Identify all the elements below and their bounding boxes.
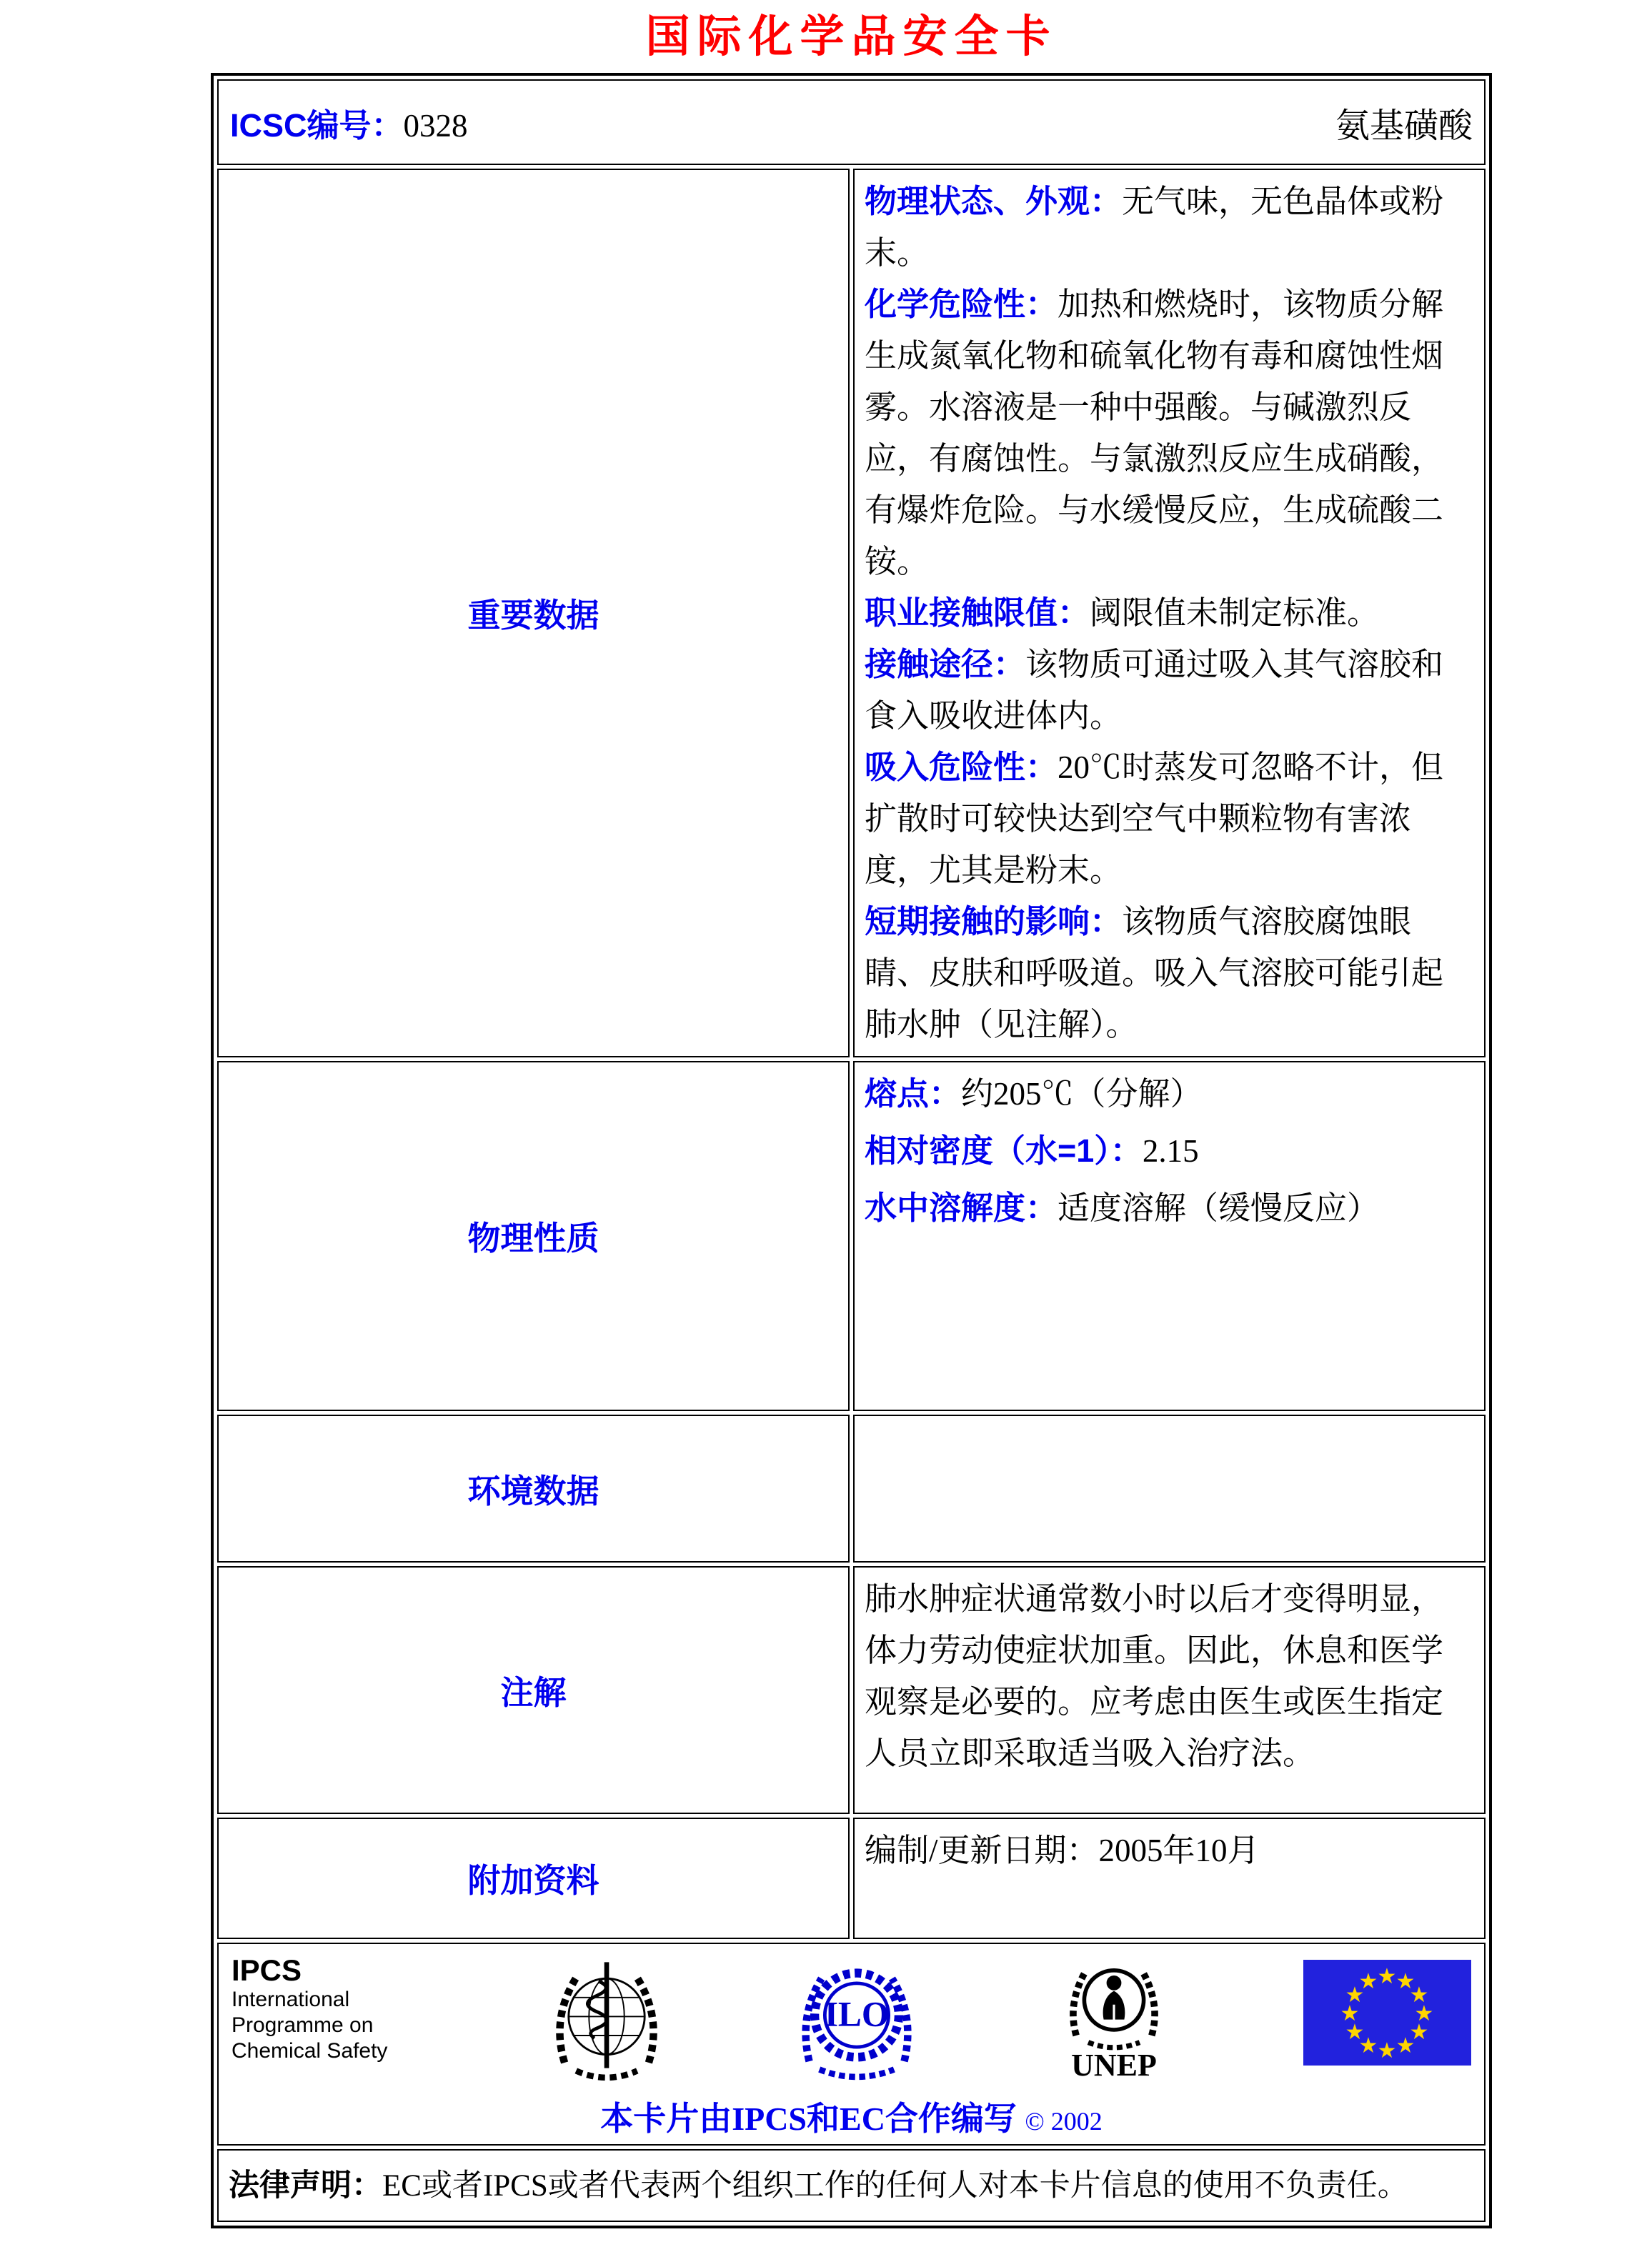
field-text: 该物质气溶胶腐蚀眼睛、皮肤和呼吸道。吸入气溶胶可能引起肺水肿（见注解）。 [865,904,1444,1042]
field-text: 阈限值未制定标准。 [1090,595,1380,631]
ipcs-acronym: IPCS [232,1953,302,1987]
svg-text:★: ★ [1345,2020,1365,2045]
page-title: 国际化学品安全卡 [645,13,1058,61]
field-label: 职业接触限值： [865,594,1090,631]
physical-item [865,1182,1474,1234]
svg-text:★: ★ [1377,1964,1397,1989]
physical-item [865,1125,1474,1177]
header-row [217,79,1486,165]
field-text: 约205℃（分解） [961,1076,1203,1112]
field-text: 该物质可通过吸入其气溶胶和食入吸收进体内。 [865,647,1444,734]
chemical-name: 氨基磺酸 [1335,106,1473,145]
important-item [865,896,1474,1050]
unep-wordmark: UNEP [1071,2048,1157,2083]
section-label-important-data: 重要数据 [217,169,850,1057]
footer-row [217,1943,1486,2146]
svg-text:★: ★ [1395,1969,1415,1994]
field-text: 20℃时蒸发可忽略不计，但扩散时可较快达到空气中颗粒物有害浓度，尤其是粉末。 [865,749,1444,888]
ilo-monogram: ILO [824,1994,890,2034]
important-item [865,587,1474,639]
field-label: 相对密度（水=1）： [865,1132,1143,1169]
field-text: 加热和燃烧时，该物质分解生成氮氧化物和硫氧化物有毒和腐蚀性烟雾。水溶液是一种中强酸。与碱激烈反应，有腐蚀性。与氯激烈反应生成硝酸，有爆炸危险。与水缓慢反应，生成硫酸二铵。 [865,287,1444,579]
ipcs-line: Chemical Safety [232,2039,388,2063]
svg-text:★: ★ [1377,2038,1397,2063]
legal-text: EC或者IPCS或者代表两个组织工作的任何人对本卡片信息的使用不负责任。 [382,2168,1408,2203]
section-label-additional-info: 附加资料 [217,1818,850,1939]
field-label: 物理状态、外观： [865,183,1123,219]
svg-text:★: ★ [1340,2001,1360,2026]
ipcs-line: Programme on [232,2013,374,2037]
additional-info-text: 编制/更新日期：2005年10月 [865,1833,1260,1868]
svg-text:★: ★ [1409,1983,1429,2008]
svg-text:★: ★ [1409,2020,1429,2045]
legal-row [217,2149,1486,2222]
field-text: 2.15 [1142,1133,1199,1169]
who-logo-icon [539,1954,675,2090]
important-item [865,742,1474,896]
section-label-notes: 注解 [217,1566,850,1814]
icsc-number-label: ICSC编号： [230,106,404,144]
icsc-table [211,73,1492,2228]
icsc-card-page [0,11,1652,2267]
field-label: 吸入危险性： [865,749,1058,785]
field-label: 接触途径： [865,646,1026,682]
credit-line [219,2093,1484,2140]
svg-text:★: ★ [1395,2033,1415,2058]
section-content-notes [853,1566,1486,1814]
ipcs-text-block [232,1954,424,2064]
svg-text:★: ★ [1345,1983,1365,2008]
icsc-number-group [230,99,468,146]
unep-logo-icon [1057,1954,1171,2054]
credit-text: 本卡片由IPCS和EC合作编写 [600,2101,1017,2137]
section-content-additional-info [853,1818,1486,1939]
field-label: 熔点： [865,1075,962,1112]
section-label-physical-properties: 物理性质 [217,1061,850,1411]
important-item [865,176,1474,279]
ipcs-line: International [232,1988,350,2011]
notes-text: 肺水肿症状通常数小时以后才变得明显，体力劳动使症状加重。因此，休息和医学观察是必要的。应考虑由医生或医生指定人员立即采取适当吸入治疗法。 [865,1581,1444,1771]
field-text: 适度溶解（缓慢反应） [1058,1190,1380,1226]
unep-logo-block [1039,1954,1189,2081]
section-label-environmental-data: 环境数据 [217,1415,850,1563]
field-label: 化学危险性： [865,286,1058,322]
card-sheet [211,11,1492,2228]
svg-text:★: ★ [1358,1969,1378,1994]
section-content-important-data [853,169,1486,1057]
copyright-text: © 2002 [1025,2107,1103,2136]
field-label: 水中溶解度： [865,1190,1058,1226]
section-content-environmental-data [853,1415,1486,1563]
field-text: 无气味，无色晶体或粉末。 [865,184,1444,271]
ilo-logo-icon [789,1954,925,2090]
icsc-number-value: 0328 [403,107,468,144]
field-label: 短期接触的影响： [865,903,1123,940]
physical-item [865,1068,1474,1120]
svg-text:★: ★ [1414,2001,1434,2026]
important-item [865,279,1474,587]
svg-text:★: ★ [1358,2033,1378,2058]
section-content-physical-properties [853,1061,1486,1411]
legal-label: 法律声明： [229,2168,382,2203]
important-item [865,639,1474,742]
eu-flag-icon [1303,1960,1471,2066]
